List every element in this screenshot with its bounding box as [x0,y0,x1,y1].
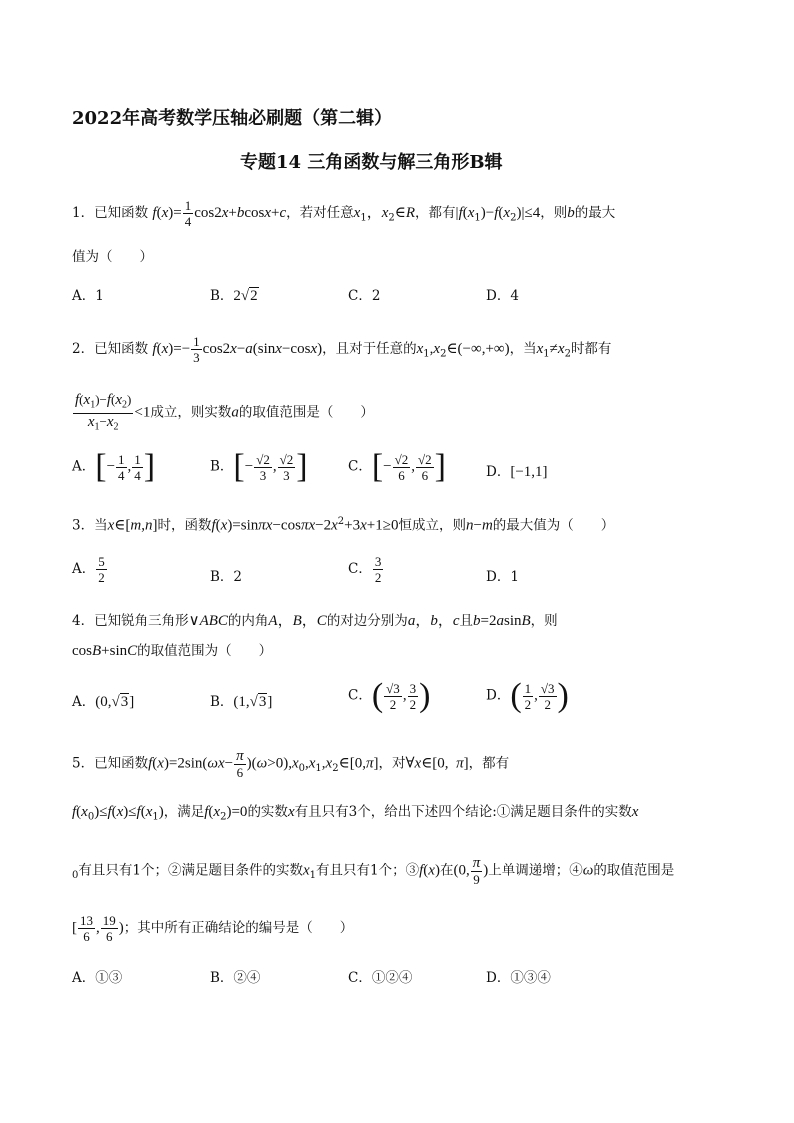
q3-option-d: D．1 [486,569,519,585]
q2-option-b: B．[− $\frac{√2}{3}$ , $\frac{√2}{3}$ ] [210,448,308,485]
q1-option-b: B．2√2 [210,288,258,304]
q3-option-a: A． $\frac{5}{2}$ [72,554,105,585]
q2-stem-line1: 2．已知函数 f(x)=− $\frac{1}{3}$ cos2x−a(sinx−cosx)，且对于任意的$x_1,x_2\in(-\infty,+\infty)$，当$x_1\ne x_2$时都有 [72,334,612,365]
q4-option-c: C．( $\frac{√3}{2}$ , $\frac{3}{2}$ ) [348,677,431,714]
q4-stem-line2: cosB+sinC的取值范围为（ ） [72,643,273,659]
topic-title: 专题14 三角函数与解三角形B辑 [240,152,503,173]
q5-stem-line2: $f(x_0)\le f(x)\le f(x_1)$，满足$f(x_2)=0$的实数x有且只有3个，给出下述四个结论:①满足题目条件的实数x [72,804,639,823]
q5-option-c: C．①②④ [348,970,413,986]
q4-stem-line1: 4．已知锐角三角形∨ABC的内角A，B，C的对边分别为a，b，c且b=2asinB，则 [72,613,558,629]
q2-option-c: C．[− $\frac{√2}{6}$ , $\frac{√2}{6}$ ] [348,448,446,485]
q1-option-c: C．2 [348,288,381,304]
q2-option-a: A．[− $\frac{1}{4}$ , $\frac{1}{4}$ ] [72,448,156,485]
q3-option-b: B．2 [210,569,243,585]
q4-option-b: B．(1,√3] [210,694,273,710]
q5-option-d: D．①③④ [486,970,551,986]
q2-stem-line2: $\frac{f(x_1)-f(x_2)}{x_1-x_2}$ <1成立，则实数a的取值范围是（ ） [75,392,374,433]
q1-stem-line1: 1．已知函数 f(x)= $\frac{1}{4}$ cos2x+bcosx+c，若对任意$x_1$，$x_2\in R$，都有$|f(x_1)-f(x_2)|\le 4$，则b的最大 [72,198,616,229]
q5-option-a: A．①③ [72,970,123,986]
q1-stem-line2: 值为（ ） [72,249,153,265]
q2-option-d: D．[−1,1] [486,464,548,480]
q5-stem-line1: 5．已知函数f(x)=2sin(ωx− $\frac{\pi}{6}$ )$(\omega>0),x_0,x_1,x_2\in[0,\pi]$，对∀x∈[0, π]，都有 [72,748,510,780]
q3-option-c: C． $\frac{3}{2}$ [348,554,382,585]
q5-stem-line4: [ $\frac{13}{6}$ , $\frac{19}{6}$ )；其中所有正确结论的编号是（ ） [72,913,354,944]
q4-option-d: D．( $\frac{1}{2}$ , $\frac{√3}{2}$ ) [486,677,569,714]
q1-option-d: D．4 [486,288,519,304]
q5-stem-line3: $_0$有且只有1个；②满足题目条件的实数$x_1$有且只有1个；③f(x)在(0, $\frac{\pi}{9}$ )上单调递增；④ω的取值范围是 [72,855,675,887]
q4-option-a: A．(0,√3] [72,694,135,710]
q1-option-a: A．1 [72,288,104,304]
q3-stem: 3．当x∈[m,n]时，函数$f(x)=\sin\pi x-\cos\pi x-2x^2+3x+1\ge 0$恒成立，则n−m的最大值为（ ） [72,516,615,534]
q5-option-b: B．②④ [210,970,261,986]
series-title: 2022年高考数学压轴必刷题（第二辑） [72,108,393,129]
